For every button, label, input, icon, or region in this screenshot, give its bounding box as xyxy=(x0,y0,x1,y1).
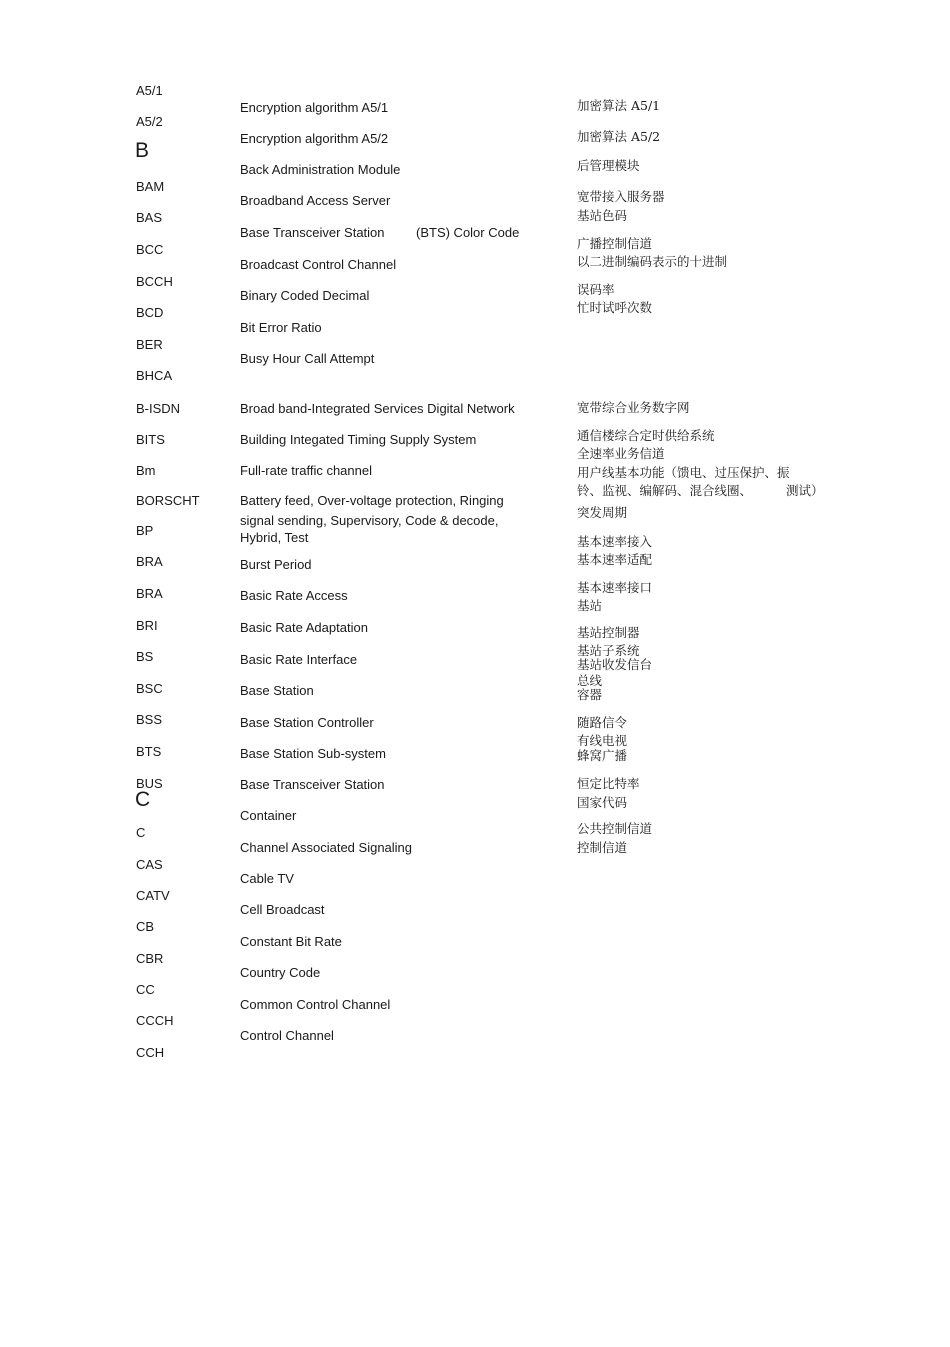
chinese-term: 基本速率接口 xyxy=(577,580,653,595)
english-term: Constant Bit Rate xyxy=(240,934,342,949)
abbrev-item: A5/2 xyxy=(136,114,163,129)
chinese-term: 随路信令 xyxy=(577,715,628,730)
abbrev-item: BHCA xyxy=(136,368,173,383)
chinese-term: 忙时试呼次数 xyxy=(577,300,653,315)
chinese-term: 宽带接入服务器 xyxy=(577,189,665,204)
chinese-term: 通信楼综合定时供给系统 xyxy=(577,428,715,443)
english-term: Broadcast Control Channel xyxy=(240,257,397,272)
chinese-term: 铃、监视、编解码、混合线圈、 xyxy=(577,483,753,498)
abbrev-item: BRA xyxy=(136,554,163,569)
section-letter: C xyxy=(135,788,151,811)
english-term: (BTS) Color Code xyxy=(416,225,520,240)
abbrev-item: BITS xyxy=(136,432,165,447)
chinese-term: 有线电视 xyxy=(577,733,628,748)
chinese-term: 基站收发信台 xyxy=(577,657,653,672)
abbrev-item: CC xyxy=(136,982,155,997)
english-term: Busy Hour Call Attempt xyxy=(240,351,375,366)
english-term: Bit Error Ratio xyxy=(240,320,322,335)
english-term: Base Station xyxy=(240,683,314,698)
abbrev-item: CCH xyxy=(136,1045,165,1060)
chinese-term: 以二进制编码表示的十进制 xyxy=(577,254,728,269)
english-term: Control Channel xyxy=(240,1028,334,1043)
chinese-term: 广播控制信道 xyxy=(577,236,653,251)
english-term: Full-rate traffic channel xyxy=(240,463,372,478)
abbrev-item: Bm xyxy=(136,463,156,478)
chinese-term: 基本速率接入 xyxy=(577,534,653,549)
abbrev-item: BUS xyxy=(136,776,163,791)
abbrev-item: BS xyxy=(136,649,154,664)
english-term: Binary Coded Decimal xyxy=(240,288,370,303)
abbrev-item: BCCH xyxy=(136,274,173,289)
chinese-term: 控制信道 xyxy=(577,840,628,855)
english-term: Hybrid, Test xyxy=(240,530,309,545)
english-term: Base Station Sub-system xyxy=(240,746,386,761)
chinese-term: 蜂窝广播 xyxy=(577,748,628,763)
english-term: signal sending, Supervisory, Code & decode, xyxy=(240,513,499,528)
abbrev-item: BAS xyxy=(136,210,163,225)
chinese-term: 全速率业务信道 xyxy=(577,446,665,461)
chinese-term: 测试） xyxy=(786,483,824,498)
chinese-term: 基站子系统 xyxy=(577,643,640,658)
english-term: Base Transceiver Station xyxy=(240,225,385,240)
chinese-term: 后管理模块 xyxy=(577,158,640,173)
english-term: Battery feed, Over-voltage protection, Ringing xyxy=(240,493,504,508)
english-term: Basic Rate Adaptation xyxy=(240,620,368,635)
english-term: Common Control Channel xyxy=(240,997,391,1012)
abbrev-item: CCCH xyxy=(136,1013,174,1028)
english-term: Container xyxy=(240,808,297,823)
english-term: Encryption algorithm A5/1 xyxy=(240,100,389,115)
chinese-term: 基本速率适配 xyxy=(577,552,653,567)
chinese-term: 恒定比特率 xyxy=(577,776,640,791)
chinese-term: 基站控制器 xyxy=(577,625,640,640)
abbrev-item: CAS xyxy=(136,857,163,872)
abbrev-item: BRI xyxy=(136,618,158,633)
english-term: Country Code xyxy=(240,965,321,980)
english-term: Basic Rate Access xyxy=(240,588,348,603)
chinese-term: 用户线基本功能（馈电、过压保护、振 xyxy=(577,465,790,480)
abbrev-item: BTS xyxy=(136,744,162,759)
abbrev-item: BP xyxy=(136,523,154,538)
abbrev-item: BRA xyxy=(136,586,163,601)
chinese-term: 基站色码 xyxy=(577,208,628,223)
english-term: Base Station Controller xyxy=(240,715,374,730)
english-term: Broad band-Integrated Services Digital Network xyxy=(240,401,515,416)
chinese-term: 基站 xyxy=(577,598,603,613)
abbrev-item: C xyxy=(136,825,146,840)
abbrev-item: CB xyxy=(136,919,155,934)
english-term: Cell Broadcast xyxy=(240,902,325,917)
abbrev-item: BCD xyxy=(136,305,164,320)
english-term: Basic Rate Interface xyxy=(240,652,358,667)
english-term: Building Integated Timing Supply System xyxy=(240,432,477,447)
abbrev-item: B-ISDN xyxy=(136,401,181,416)
english-term: Burst Period xyxy=(240,557,312,572)
english-term: Broadband Access Server xyxy=(240,193,391,208)
abbrev-item: A5/1 xyxy=(136,83,163,98)
chinese-term: 误码率 xyxy=(577,282,615,297)
english-term: Channel Associated Signaling xyxy=(240,840,413,855)
abbrev-item: BSC xyxy=(136,681,163,696)
abbrev-item: BSS xyxy=(136,712,163,727)
chinese-term: 总线 xyxy=(577,673,603,688)
chinese-term: 突发周期 xyxy=(577,505,628,520)
abbrev-item: BER xyxy=(136,337,163,352)
english-term: Back Administration Module xyxy=(240,162,401,177)
chinese-term: 国家代码 xyxy=(577,795,628,810)
chinese-term: 容器 xyxy=(577,687,603,702)
chinese-term: 加密算法 A5/2 xyxy=(577,129,661,144)
abbrev-item: BAM xyxy=(136,179,165,194)
abbrev-item: BORSCHT xyxy=(136,493,200,508)
chinese-term: 加密算法 A5/1 xyxy=(577,98,661,113)
section-letter: B xyxy=(135,139,150,162)
chinese-term: 宽带综合业务数字网 xyxy=(577,400,690,415)
english-term: Encryption algorithm A5/2 xyxy=(240,131,389,146)
chinese-term: 公共控制信道 xyxy=(577,821,653,836)
english-term: Base Transceiver Station xyxy=(240,777,385,792)
english-term: Cable TV xyxy=(240,871,294,886)
abbrev-item: BCC xyxy=(136,242,164,257)
abbrev-item: CATV xyxy=(136,888,170,903)
abbrev-item: CBR xyxy=(136,951,164,966)
